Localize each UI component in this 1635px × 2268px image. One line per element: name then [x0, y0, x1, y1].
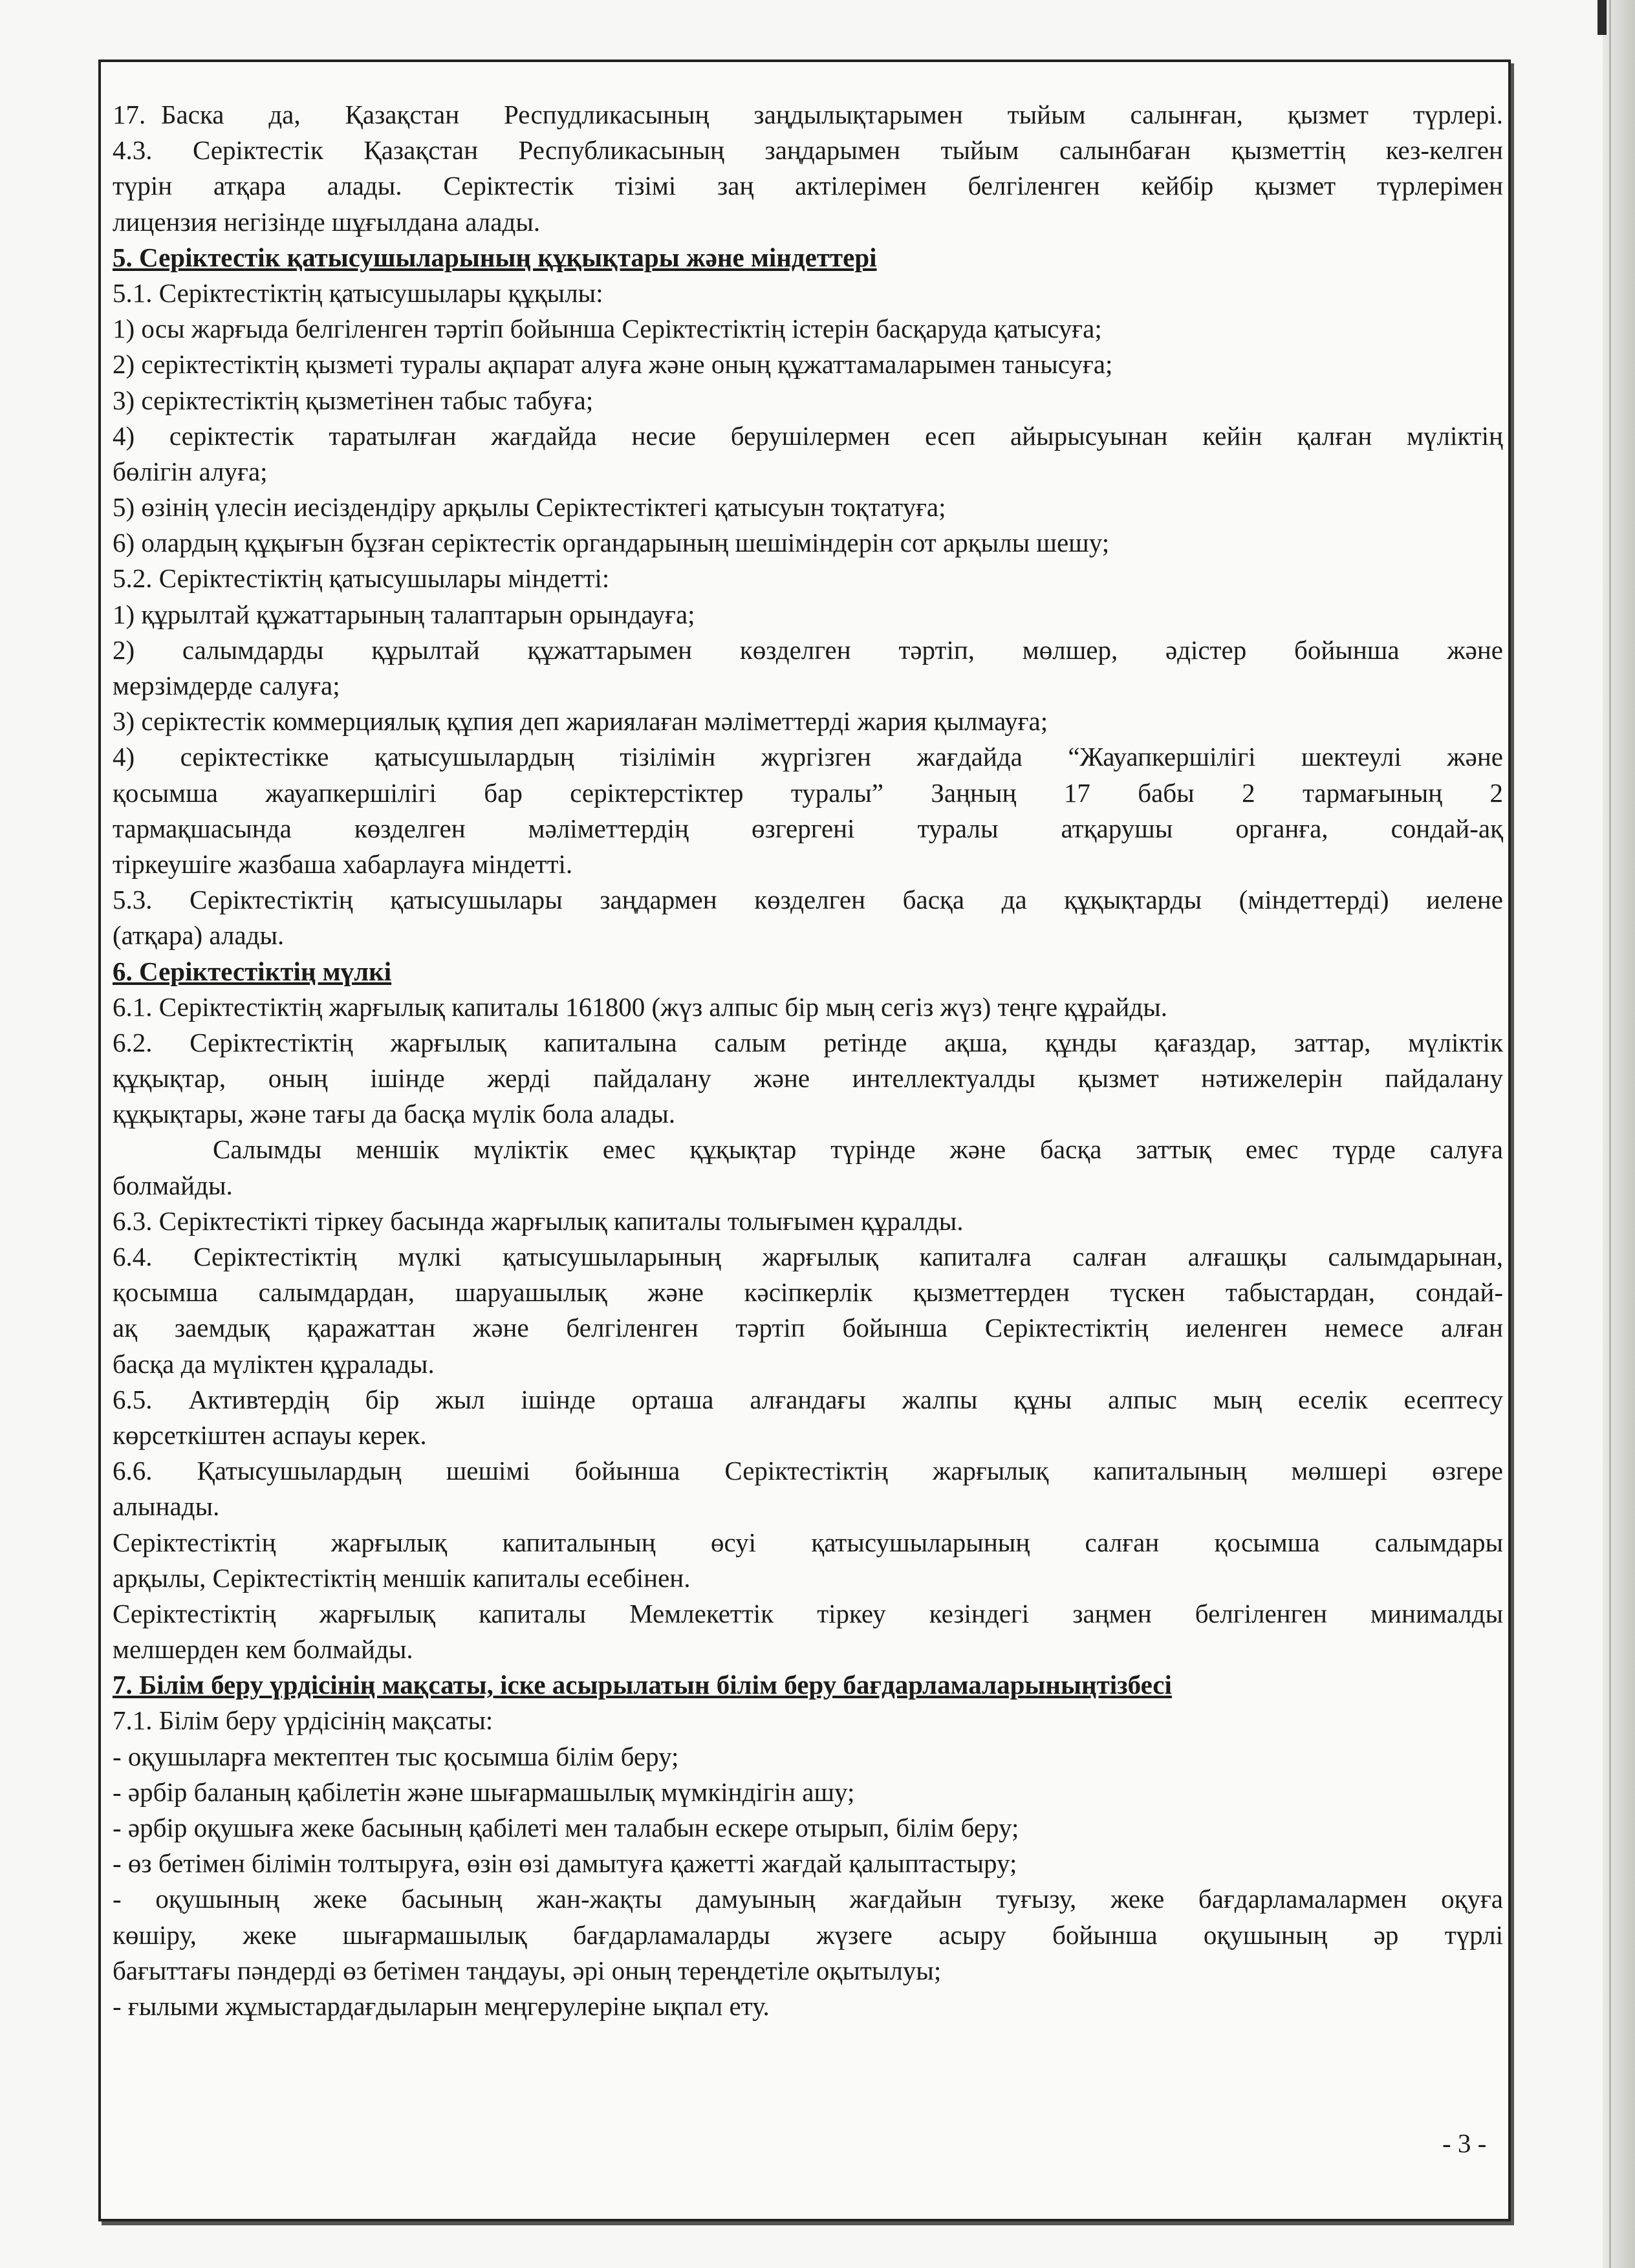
text-line [113, 1132, 1503, 1167]
line-text: 6.1. Серіктестіктің жарғылық капиталы 161800 (жүз алпыс бір мың сегіз жүз) теңге құрайды. [113, 991, 1168, 1022]
line-text: қосымша жауапкершілігі бар серіктерстіктер туралы” Заңның 17 бабы 2 тармағының 2 [113, 777, 1503, 808]
line-text: қосымша салымдардан, шаруашылық және кәсіпкерлік қызметтерден түскен табыстардан, сондай- [113, 1277, 1503, 1308]
text-line [113, 1596, 1503, 1632]
text-line [113, 525, 1503, 561]
text-line [113, 1489, 1503, 1524]
text-line [113, 989, 1503, 1025]
line-text: - әрбір баланың қабілетін және шығармашылық мүмкіндігін ашу; [113, 1777, 855, 1807]
line-text: 3) серіктестік коммерциялық құпия деп жариялаған мәліметтерді жария қылмауға; [113, 706, 1048, 737]
text-line [113, 775, 1503, 811]
text-line [113, 1917, 1503, 1953]
text-line [113, 1025, 1503, 1061]
text-line [113, 632, 1503, 668]
section-heading [113, 954, 1503, 989]
text-line [113, 1525, 1503, 1561]
text-line [113, 1061, 1503, 1096]
text-line [113, 1382, 1503, 1418]
text-line [113, 847, 1503, 882]
line-text: лицензия негізінде шұғылдана алады. [113, 206, 541, 237]
text-line [113, 418, 1503, 454]
text-line [113, 490, 1503, 525]
line-text: көрсеткіштен аспауы керек. [113, 1420, 427, 1450]
line-text: басқа да мүліктен құралады. [113, 1348, 435, 1379]
line-text: 4) серіктестік таратылған жағдайда несие берушілермен есеп айырысуынан кейін қалған мүліктің [113, 420, 1503, 451]
line-text: - әрбір оқушыға жеке басының қабілеті мен талабын ескере отырып, білім беру; [113, 1813, 1019, 1842]
text-line [113, 882, 1503, 918]
text-line [113, 133, 1503, 168]
line-text: 5.3. Серіктестіктің қатысушылары заңдармен көзделген басқа да құқықтарды (міндеттерді) иелене [113, 885, 1503, 915]
text-line [113, 1346, 1503, 1382]
text-line [113, 1703, 1503, 1738]
scan-edge-line [1609, 0, 1611, 2268]
section-heading [113, 1667, 1503, 1703]
text-line [113, 347, 1503, 382]
line-text: 7.1. Білім беру үрдісінің мақсаты: [113, 1705, 493, 1736]
text-line [113, 1561, 1503, 1596]
line-text: Серіктестіктің жарғылық капиталы Мемлекеттік тіркеу кезіндегі заңмен белгіленген минималды [113, 1598, 1503, 1628]
line-text: арқылы, Серіктестіктің меншік капиталы есебінен. [113, 1562, 691, 1593]
text-line [113, 561, 1503, 596]
text-line [113, 383, 1503, 418]
line-text: бөлігін алуға; [113, 456, 268, 486]
text-line [113, 1775, 1503, 1810]
line-text: Баска да, Қазақстан Респудликасының заңдылықтарымен тыйым салынған, қызмет түрлері. [161, 100, 1503, 129]
text-line [113, 1453, 1503, 1489]
line-text: 2) салымдарды құрылтай құжаттарымен көзделген тәртіп, мөлшер, әдістер бойынша және [113, 634, 1503, 665]
scan-edge-mark [1597, 0, 1607, 35]
line-text: тармақшасында көзделген мәліметтердің өзгергені туралы атқарушы органға, сондай-ақ [113, 813, 1503, 843]
line-text: Серіктестіктің жарғылық капиталының өсуі қатысушыларының салған қосымша салымдары [113, 1527, 1503, 1557]
line-text: 7. Білім беру үрдісінің мақсаты, іске асырылатын білім беру бағдарламаларыныңтізбесі [113, 1670, 1172, 1700]
line-text: құқықтар, оның ішінде жерді пайдалану және интеллектуалды қызмет нәтижелерін пайдалану [113, 1063, 1503, 1094]
text-line [113, 1632, 1503, 1667]
text-line [113, 454, 1503, 490]
line-text: 6.2. Серіктестіктің жарғылық капиталына салым ретінде ақша, құнды қағаздар, заттар, мүліктік [113, 1027, 1503, 1057]
line-text: 4) серіктестікке қатысушылардың тізілімін жүргізген жағдайда “Жауапкершілігі шектеулі және [113, 742, 1503, 772]
text-line [113, 1168, 1503, 1204]
text-line [113, 739, 1503, 775]
text-line [113, 597, 1503, 632]
text-line [113, 1096, 1503, 1132]
line-text: - ғылыми жұмыстардағдыларын меңгерулеріне ықпал ету. [113, 1991, 770, 2021]
text-line [113, 1989, 1503, 2024]
text-line [113, 311, 1503, 347]
text-line [113, 918, 1503, 953]
text-line [113, 1810, 1503, 1846]
line-text: - өз бетімен білімін толтыруға, өзін өзі дамытуға қажетті жағдай қалыптастыру; [113, 1848, 1017, 1879]
line-text: 4.3. Серіктестік Қазақстан Республикасының заңдарымен тыйым салынбаған қызметтің кез-келген [113, 135, 1503, 166]
text-line [113, 1953, 1503, 1989]
text-line [113, 1739, 1503, 1775]
text-line [113, 1310, 1503, 1346]
text-line [113, 704, 1503, 739]
line-text: 6.4. Серіктестіктің мүлкі қатысушыларының жарғылық капиталға салған алғашқы салымдарынан, [113, 1242, 1503, 1271]
line-text: мерзімдерде салуға; [113, 671, 340, 700]
text-line [113, 1418, 1503, 1453]
line-text: тіркеушіге жазбаша хабарлауға міндетті. [113, 848, 573, 879]
line-text: 5. Серіктестік қатысушыларының құқықтары және міндеттері [113, 242, 877, 272]
text-line [113, 668, 1503, 704]
text-line [113, 811, 1503, 847]
line-text: көшіру, жеке шығармашылық бағдарламаларды жүзеге асыру бойынша оқушының әр түрлі [113, 1919, 1503, 1950]
line-text: 6.6. Қатысушылардың шешімі бойынша Серіктестіктің жарғылық капиталының мөлшері өзгере [113, 1456, 1503, 1486]
text-line [113, 1846, 1503, 1881]
text-line [113, 168, 1503, 204]
line-text: 5) өзінің үлесін иесіздендіру арқылы Серіктестіктегі қатысуын тоқтатуға; [113, 492, 946, 523]
line-text: - оқушыларға мектептен тыс қосымша білім беру; [113, 1741, 679, 1771]
item-number: 17. [113, 100, 146, 129]
line-text: 1) құрылтай құжаттарының талаптарын орындауға; [113, 599, 695, 629]
line-text: - оқушының жеке басының жан-жақты дамуының жағдайын туғызу, жеке бағдарламалармен оқуға [113, 1884, 1503, 1914]
line-text: түрін атқара алады. Серіктестік тізімі заң актілерімен белгіленген кейбір қызмет түрлерімен [113, 171, 1503, 201]
text-line [113, 1275, 1503, 1310]
text-line [113, 97, 1503, 133]
line-text: Салымды меншік мүліктік емес құқықтар түрінде және басқа заттық емес түрде салуға [213, 1134, 1503, 1165]
text-line [113, 204, 1503, 240]
line-text: ақ заемдық қаражаттан және белгіленген тәртіп бойынша Серіктестіктің иеленген немесе алған [113, 1313, 1503, 1343]
line-text: бағыттағы пәндерді өз бетімен таңдауы, әрі оның тереңдетіле оқытылуы; [113, 1955, 942, 1985]
section-heading [113, 240, 1503, 275]
line-text: 6. Серіктестіктің мүлкі [113, 956, 392, 986]
line-text: 6.5. Активтердің бір жыл ішінде орташа алғандағы жалпы құны алпыс мың еселік есептесу [113, 1384, 1503, 1414]
line-text: 3) серіктестіктің қызметінен табыс табуға; [113, 385, 594, 415]
line-text: алынады. [113, 1491, 220, 1522]
text-line [113, 1881, 1503, 1917]
line-text: 2) серіктестіктің қызметі туралы ақпарат алуға және оның құжаттамаларымен танысуға; [113, 349, 1113, 380]
line-text: 6) олардың құқығын бұзған серіктестік органдарының шешімiндерін сот арқылы шешу; [113, 528, 1110, 558]
line-text: мелшерден кем болмайды. [113, 1634, 413, 1665]
scan-edge [1603, 0, 1635, 2268]
text-line [113, 1204, 1503, 1239]
line-text: 5.2. Серіктестіктің қатысушылары міндетті: [113, 563, 610, 594]
line-text: болмайды. [113, 1170, 233, 1200]
line-text: 5.1. Серіктестіктің қатысушылары құқылы: [113, 277, 603, 308]
line-text: (атқара) алады. [113, 920, 285, 951]
page-number: - 3 - [1442, 2128, 1487, 2158]
line-text: 6.3. Серіктестікті тіркеу басында жарғылық капиталы толығымен құралды. [113, 1205, 964, 1236]
line-text: 1) осы жарғыда белгіленген тәртіп бойынша Серіктестіктің істерін басқаруда қатысуға; [113, 314, 1102, 344]
document-body [113, 97, 1503, 2024]
line-text: құқықтары, және тағы да басқа мүлік бола алады. [113, 1099, 676, 1129]
text-line [113, 275, 1503, 311]
text-line [113, 1239, 1503, 1275]
